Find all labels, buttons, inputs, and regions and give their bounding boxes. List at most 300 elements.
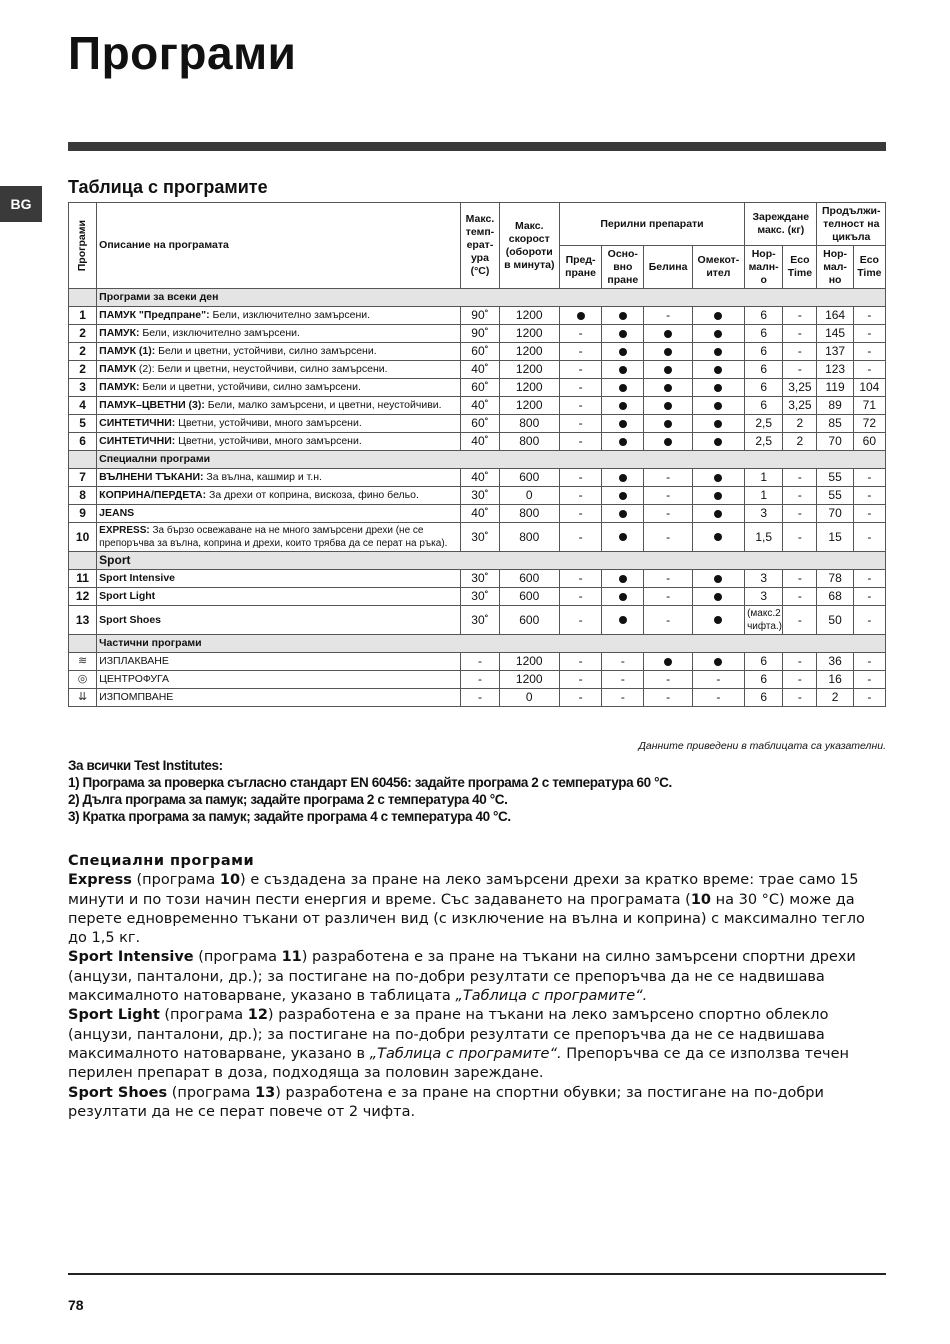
col-load-eco: Eco Time [783,246,817,289]
table-row [69,689,886,707]
program-text: Цветни, устойчиви, много замърсени. [175,435,362,447]
programs-table-body [69,289,886,707]
cell-softener [692,379,744,397]
program-text: (2): Бели и цветни, неустойчиви, силно замърсени. [135,363,388,375]
cell-load-eco: 2 [783,433,817,451]
program-name: ПАМУК: [99,381,140,393]
program-name: Sport Light [99,590,156,602]
programs-table [68,202,886,707]
cell-max-speed: 1200 [499,361,559,379]
dot-icon [714,402,722,410]
table-note: Данните приведени в таблицата са указателни. [638,740,886,752]
dot-icon [714,366,722,374]
col-dur-normal: Нор-мал-но [817,246,853,289]
cell-mainwash [602,570,644,588]
cell-max-temp: 60˚ [461,343,499,361]
cell-mainwash [602,343,644,361]
cell-duration-normal: 145 [817,325,853,343]
cell-bleach: - [644,588,692,606]
dot-icon [714,312,722,320]
cell-duration-eco: - [853,570,885,588]
col-mainwash: Осно-вно пране [602,246,644,289]
cell-load-normal: 6 [745,671,783,689]
group-row [69,451,886,469]
cell-load-eco: - [783,505,817,523]
group-label: Специални програми [97,451,886,469]
table-row [69,606,886,635]
table-row [69,523,886,552]
cell-max-temp: 30˚ [461,588,499,606]
table-row [69,588,886,606]
cell-max-temp: 40˚ [461,361,499,379]
rinse-icon: ≋ [69,653,97,671]
dot-icon [619,510,627,518]
cell-prewash: - [559,379,601,397]
cell-bleach: - [644,469,692,487]
cell-max-temp: 90˚ [461,325,499,343]
cell-prewash: - [559,487,601,505]
program-description [97,325,461,343]
cell-duration-eco: 72 [853,415,885,433]
cell-duration-normal: 55 [817,487,853,505]
col-programs: Програми [69,203,97,289]
table-row [69,397,886,415]
table-row [69,653,886,671]
cell-load-normal: 6 [745,397,783,415]
program-text: Бели и цветни, устойчиви, силно замърсени. [139,381,361,393]
cell-max-speed: 1200 [499,379,559,397]
cell-bleach [644,343,692,361]
cell-bleach: - [644,606,692,635]
dot-icon [714,438,722,446]
cell-max-speed: 600 [499,570,559,588]
cell-bleach [644,397,692,415]
program-name: СИНТЕТИЧНИ: [99,417,176,429]
cell-load-normal: 2,5 [745,415,783,433]
dot-icon [664,420,672,428]
cell-softener [692,588,744,606]
program-text: Бели и цветни, устойчиви, силно замърсени. [155,345,377,357]
col-detergents: Перилни препарати [559,203,744,246]
program-description [97,307,461,325]
cell-mainwash [602,379,644,397]
cell-max-speed: 1200 [499,325,559,343]
cell-bleach: - [644,671,692,689]
cell-duration-normal: 78 [817,570,853,588]
cell-duration-normal: 15 [817,523,853,552]
cell-load-eco: - [783,588,817,606]
test-institutes-title: За всички Test Institutes: [68,758,223,773]
cell-duration-normal: 70 [817,505,853,523]
table-row [69,570,886,588]
cell-max-temp: 40˚ [461,469,499,487]
cell-bleach: - [644,487,692,505]
cell-max-temp: 60˚ [461,379,499,397]
cell-load-eco: - [783,606,817,635]
cell-prewash: - [559,397,601,415]
program-text: Цветни, устойчиви, много замърсени. [175,417,362,429]
page-number: 78 [68,1297,84,1313]
dot-icon [619,312,627,320]
cell-max-speed: 1200 [499,397,559,415]
cell-duration-eco: - [853,307,885,325]
cell-load-normal: 6 [745,361,783,379]
cell-mainwash: - [602,653,644,671]
dot-icon [619,366,627,374]
group-spacer [69,451,97,469]
program-description [97,653,461,671]
load-note: (макс.2 чифта.) [747,608,783,632]
cell-duration-normal: 68 [817,588,853,606]
dot-icon [664,438,672,446]
dot-icon [714,330,722,338]
table-section-title: Таблица с програмите [68,177,268,197]
col-prewash: Пред-пране [559,246,601,289]
cell-load-eco: - [783,653,817,671]
cell-max-temp: 60˚ [461,415,499,433]
cell-prewash: - [559,505,601,523]
cell-load-eco: - [783,325,817,343]
cell-mainwash [602,523,644,552]
cell-duration-normal: 55 [817,469,853,487]
cell-duration-eco: - [853,606,885,635]
cell-softener [692,487,744,505]
cell-prewash: - [559,653,601,671]
program-number: 5 [69,415,97,433]
dot-icon [619,348,627,356]
cell-softener [692,361,744,379]
cell-bleach: - [644,689,692,707]
cell-max-speed: 0 [499,689,559,707]
group-spacer [69,635,97,653]
cell-max-temp: 30˚ [461,523,499,552]
cell-duration-eco: - [853,343,885,361]
table-row [69,505,886,523]
cell-load-eco: - [783,307,817,325]
cell-load-normal: 1 [745,469,783,487]
cell-prewash: - [559,588,601,606]
paragraph-sport-light: Sport Light (програма 12) разработена е за пране на тъкани на леко замърсено спортно облекло (анцузи, панталони, др.); за постигане на по-добри резултати се препоръчва да не се надвишава максималното натоварване, указано в „Таблица с програмите“. Препоръчва се да се използва течен перилен препарат в доза, подходяща за половин зареждане. [68,1007,850,1082]
program-description [97,415,461,433]
dot-icon [664,330,672,338]
cell-max-speed: 1200 [499,343,559,361]
cell-max-temp: 40˚ [461,505,499,523]
dot-icon [619,474,627,482]
program-name: СИНТЕТИЧНИ: [99,435,176,447]
cell-mainwash [602,325,644,343]
dot-icon [664,658,672,666]
cell-mainwash: - [602,689,644,707]
program-description [97,671,461,689]
table-row [69,361,886,379]
group-label: Програми за всеки ден [97,289,886,307]
program-name: Sport Intensive [99,572,176,584]
cell-max-speed: 600 [499,469,559,487]
program-description [97,397,461,415]
cell-mainwash [602,361,644,379]
cell-load-eco: - [783,523,817,552]
cell-duration-eco: - [853,689,885,707]
cell-max-temp: 30˚ [461,570,499,588]
cell-mainwash [602,606,644,635]
dot-icon [619,616,627,624]
col-description: Описание на програмата [97,203,461,289]
program-number: 7 [69,469,97,487]
cell-load-eco: - [783,361,817,379]
group-row [69,552,886,570]
cell-bleach [644,325,692,343]
dot-icon [664,402,672,410]
group-row [69,289,886,307]
cell-load-normal: 6 [745,325,783,343]
cell-load-normal: 3 [745,505,783,523]
cell-prewash: - [559,671,601,689]
program-number: 1 [69,307,97,325]
col-load-normal: Нор-малн-о [745,246,783,289]
program-number: 13 [69,606,97,635]
dot-icon [619,420,627,428]
cell-load-eco: 2 [783,415,817,433]
cell-bleach [644,415,692,433]
dot-icon [577,312,585,320]
cell-duration-eco: - [853,361,885,379]
program-name: ПАМУК: [99,327,140,339]
program-number: 10 [69,523,97,552]
paragraph-sport-shoes: Sport Shoes (програма 13) разработена е за пране на спортни обувки; за постигане на по-добри резултати да не се перат повече от 2 чифта. [68,1084,824,1120]
cell-prewash: - [559,689,601,707]
cell-load-normal: 6 [745,343,783,361]
dot-icon [714,420,722,428]
drain-icon: ⇊ [69,689,97,707]
cell-load-eco: - [783,570,817,588]
col-max-speed: Макс. скорост (обороти в минута) [499,203,559,289]
cell-load-eco: 3,25 [783,379,817,397]
program-text: ИЗПЛАКВАНЕ [99,655,169,667]
cell-softener [692,570,744,588]
cell-duration-eco: 71 [853,397,885,415]
cell-bleach [644,653,692,671]
cell-load-eco: - [783,487,817,505]
table-row [69,415,886,433]
dot-icon [619,438,627,446]
cell-load-normal: 3 [745,570,783,588]
test-institutes-line: 1) Програма за проверка съгласно стандарт EN 60456: задайте програма 2 с температура 60 °C. [68,775,672,790]
cell-bleach [644,361,692,379]
dot-icon [714,348,722,356]
cell-load-eco: - [783,343,817,361]
cell-mainwash [602,415,644,433]
program-text: Бели, изключително замърсени. [209,309,371,321]
program-text: ЦЕНТРОФУГА [99,673,170,685]
program-text: За вълна, кашмир и т.н. [203,471,322,483]
cell-duration-normal: 85 [817,415,853,433]
col-bleach: Белина [644,246,692,289]
cell-softener [692,469,744,487]
dot-icon [714,384,722,392]
cell-prewash: - [559,343,601,361]
cell-duration-eco: - [853,469,885,487]
cell-max-speed: 600 [499,588,559,606]
cell-load-eco: - [783,469,817,487]
dot-icon [714,492,722,500]
cell-load-normal: 3 [745,588,783,606]
col-max-temp: Макс. темп-ерат-ура (°C) [461,203,499,289]
program-description [97,505,461,523]
dot-icon [619,593,627,601]
program-text: За дрехи от коприна, вискоза, фино бельо. [206,489,419,501]
program-description [97,570,461,588]
program-description [97,343,461,361]
cell-load-normal: 1,5 [745,523,783,552]
program-number: 11 [69,570,97,588]
cell-softener [692,606,744,635]
group-spacer [69,552,97,570]
paragraph-sport-intensive: Sport Intensive (програма 11) разработена е за пране на тъкани на силно замърсени спортни дрехи (анцузи, панталони, др.); за постигане на по-добри резултати се препоръчва да не се надвишава максималното натоварване, указано в таблицата „Таблица с програмите“. [68,949,856,1005]
dot-icon [664,348,672,356]
cell-max-speed: 800 [499,505,559,523]
cell-prewash [559,307,601,325]
dot-icon [619,575,627,583]
cell-bleach: - [644,523,692,552]
cell-softener [692,433,744,451]
cell-prewash: - [559,570,601,588]
dot-icon [714,474,722,482]
cell-bleach: - [644,570,692,588]
cell-softener: - [692,689,744,707]
cell-duration-normal: 119 [817,379,853,397]
table-row [69,343,886,361]
table-row [69,487,886,505]
program-name: Sport Shoes [99,613,161,626]
cell-duration-eco: - [853,505,885,523]
cell-softener [692,523,744,552]
cell-duration-eco: 60 [853,433,885,451]
cell-bleach: - [644,307,692,325]
table-row [69,325,886,343]
cell-load-normal: 6 [745,653,783,671]
program-name: ПАМУК [99,363,136,375]
cell-softener [692,505,744,523]
program-name: ВЪЛНЕНИ ТЪКАНИ: [99,471,204,483]
program-description [97,433,461,451]
cell-load-eco: 3,25 [783,397,817,415]
cell-duration-eco: 104 [853,379,885,397]
cell-softener [692,325,744,343]
dot-icon [619,533,627,541]
col-load: Зареждане макс. (кг) [745,203,817,246]
test-institutes-block [68,757,888,825]
cell-mainwash [602,588,644,606]
program-name: ПАМУК (1): [99,345,156,357]
special-programs-section [68,852,888,1122]
cell-mainwash [602,505,644,523]
cell-max-temp: - [461,653,499,671]
cell-max-speed: 600 [499,606,559,635]
cell-duration-eco: - [853,325,885,343]
cell-load-normal: 6 [745,307,783,325]
cell-bleach: - [644,505,692,523]
cell-load-normal: 6 [745,689,783,707]
program-number: 8 [69,487,97,505]
cell-duration-normal: 137 [817,343,853,361]
cell-prewash: - [559,606,601,635]
group-label: Sport [97,552,886,570]
title-rule [68,142,886,151]
cell-mainwash [602,487,644,505]
dot-icon [619,330,627,338]
col-duration: Продължи-телност на цикъла [817,203,886,246]
dot-icon [619,402,627,410]
cell-mainwash [602,469,644,487]
cell-duration-normal: 123 [817,361,853,379]
test-institutes-line: 2) Дълга програма за памук; задайте програма 2 с температура 40 °C. [68,792,508,807]
program-number: 2 [69,343,97,361]
cell-softener [692,653,744,671]
program-description [97,606,461,635]
cell-prewash: - [559,523,601,552]
dot-icon [714,658,722,666]
cell-load-eco: - [783,689,817,707]
cell-duration-eco: - [853,653,885,671]
cell-softener [692,415,744,433]
cell-prewash: - [559,469,601,487]
cell-duration-normal: 89 [817,397,853,415]
cell-mainwash [602,433,644,451]
program-number: 3 [69,379,97,397]
cell-mainwash: - [602,671,644,689]
table-row [69,307,886,325]
dot-icon [664,384,672,392]
cell-softener [692,343,744,361]
dot-icon [714,575,722,583]
dot-icon [619,384,627,392]
cell-max-temp: 90˚ [461,307,499,325]
dot-icon [619,492,627,500]
program-number: 2 [69,325,97,343]
dot-icon [714,510,722,518]
cell-load-normal: 6 [745,379,783,397]
program-description [97,487,461,505]
program-text: Бели, изключително замърсени. [139,327,300,339]
test-institutes-line: 3) Кратка програма за памук; задайте програма 4 с температура 40 °C. [68,809,511,824]
cell-max-temp: - [461,689,499,707]
cell-prewash: - [559,361,601,379]
program-name: EXPRESS: [99,525,150,536]
cell-load-normal: 2,5 [745,433,783,451]
program-text: За бързо освежаване на не много замърсени дрехи (не се препоръчва за вълна, коприна и дрехи, които трябва да се перат на ръка). [99,525,448,549]
cell-max-speed: 800 [499,433,559,451]
col-dur-eco: Eco Time [853,246,885,289]
cell-max-speed: 0 [499,487,559,505]
program-name: JEANS [99,507,135,519]
cell-duration-normal: 16 [817,671,853,689]
dot-icon [714,593,722,601]
program-description [97,469,461,487]
cell-softener [692,307,744,325]
cell-mainwash [602,307,644,325]
cell-duration-eco: - [853,487,885,505]
dot-icon [714,533,722,541]
program-number: 2 [69,361,97,379]
page-title: Програми [68,27,297,79]
program-text: ИЗПОМПВАНЕ [99,691,174,703]
cell-softener [692,397,744,415]
cell-max-temp: 40˚ [461,433,499,451]
cell-duration-normal: 70 [817,433,853,451]
program-number: 6 [69,433,97,451]
program-number: 12 [69,588,97,606]
cell-duration-eco: - [853,588,885,606]
